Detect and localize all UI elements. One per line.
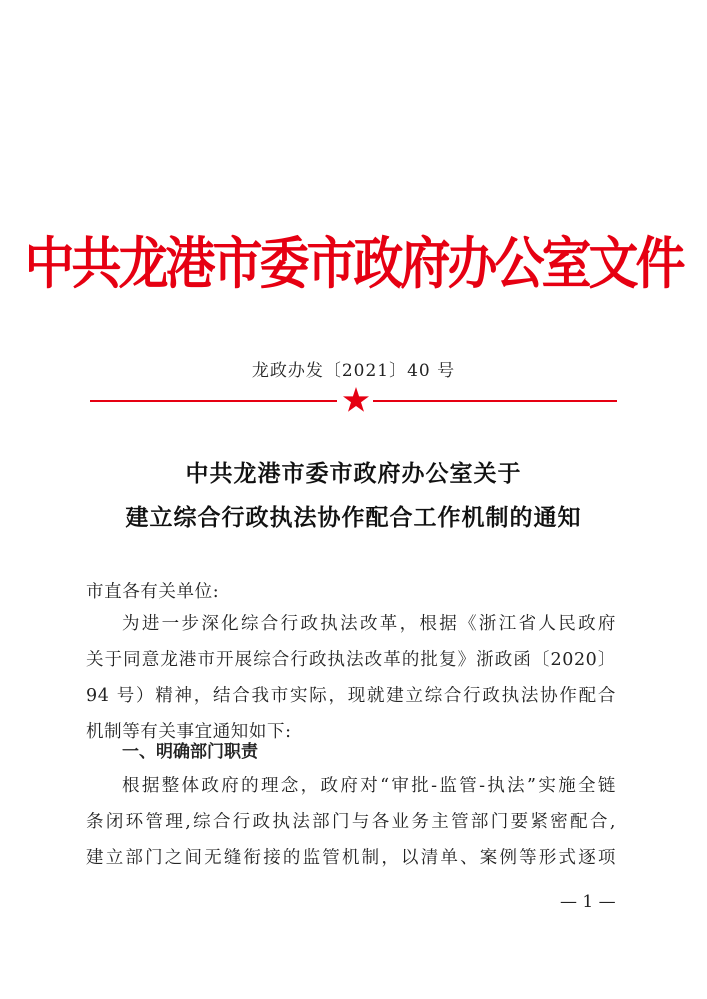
divider-line-left bbox=[90, 400, 337, 402]
paragraph-1-line-2: 关于同意龙港市开展综合行政执法改革的批复》浙政函〔2020〕 bbox=[86, 650, 616, 670]
document-number: 龙政办发〔2021〕40 号 bbox=[251, 361, 456, 381]
paragraph-1-line-4: 机制等有关事宜通知如下: bbox=[86, 722, 292, 742]
document-title-line-1: 中共龙港市委市政府办公室关于 bbox=[185, 460, 522, 487]
paragraph-2-line-1: 根据整体政府的理念，政府对“审批-监管-执法”实施全链 bbox=[122, 776, 616, 796]
divider-line-right bbox=[373, 400, 617, 402]
paragraph-1-line-3: 94 号）精神，结合我市实际，现就建立综合行政执法协作配合 bbox=[86, 686, 616, 706]
masthead-title: 中共龙港市委市政府办公室文件 bbox=[24, 231, 683, 297]
document-title-line-2: 建立综合行政执法协作配合工作机制的通知 bbox=[125, 504, 582, 531]
red-divider bbox=[90, 386, 617, 418]
star-icon bbox=[342, 386, 370, 414]
salutation: 市直各有关单位: bbox=[86, 582, 220, 602]
paragraph-2-line-2: 条闭环管理,综合行政执法部门与各业务主管部门要紧密配合, bbox=[86, 812, 616, 832]
paragraph-2-line-3: 建立部门之间无缝衔接的监管机制，以清单、案例等形式逐项 bbox=[86, 848, 616, 868]
section-1-heading: 一、明确部门职责 bbox=[122, 742, 258, 762]
paragraph-1-line-1: 为进一步深化综合行政执法改革，根据《浙江省人民政府 bbox=[122, 614, 616, 634]
page-number: — 1 — bbox=[560, 892, 616, 912]
